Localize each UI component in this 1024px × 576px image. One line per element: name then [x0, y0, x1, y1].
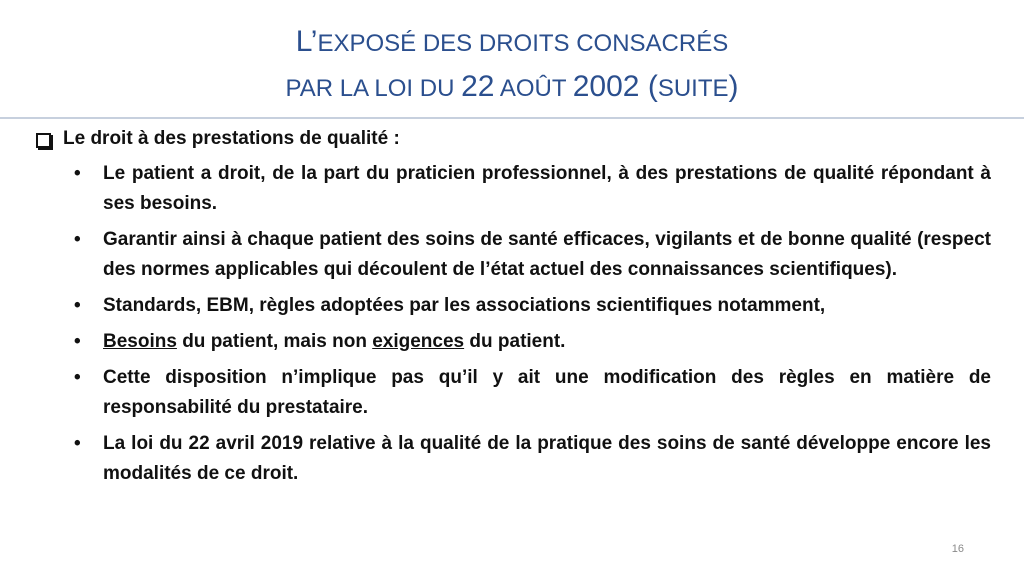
slide-title — [0, 22, 1024, 112]
section-heading — [36, 125, 991, 153]
bullet-text: du patient. — [464, 331, 566, 352]
list-item — [36, 225, 991, 285]
title-line-1 — [0, 22, 1024, 67]
title-fragment: 2002 — [572, 70, 640, 103]
title-fragment: ( — [639, 70, 658, 103]
list-item — [36, 159, 991, 219]
bullet-icon: • — [74, 331, 81, 352]
list-item — [36, 363, 991, 423]
bullet-text: Garantir ainsi à chaque patient des soins de santé efficaces, vigilants et de bonne qualité (respect des normes applicables qui découlent de l’état actuel des connaissances scientifiques). — [103, 229, 991, 280]
bullet-text: Cette disposition n’implique pas qu’il y ait une modification des règles en matière de responsabilité du prestataire. — [103, 367, 991, 418]
bullet-icon: • — [74, 433, 81, 454]
bullet-list — [36, 159, 991, 489]
bullet-text: La loi du 22 avril 2019 relative à la qualité de la pratique des soins de santé développe encore les modalités de ce droit. — [103, 433, 991, 484]
title-fragment: AOÛT — [494, 75, 573, 102]
title-fragment: ) — [728, 70, 739, 103]
title-fragment: L’ — [295, 25, 318, 58]
bullet-text: Standards, EBM, règles adoptées par les associations scientifiques notamment, — [103, 295, 826, 316]
page-number: 16 — [951, 543, 964, 555]
title-fragment: SUITE — [657, 75, 729, 102]
bullet-icon: • — [74, 367, 81, 388]
checkbox-icon — [36, 133, 51, 148]
slide-body — [36, 125, 991, 495]
bullet-icon: • — [74, 163, 81, 184]
underlined-term: Besoins — [103, 331, 177, 352]
title-line-2 — [0, 67, 1024, 112]
list-item — [36, 327, 991, 357]
title-fragment: 22 — [461, 70, 495, 103]
list-item — [36, 291, 991, 321]
bullet-icon: • — [74, 229, 81, 250]
title-fragment: PAR LA LOI DU — [285, 75, 462, 102]
list-item — [36, 429, 991, 489]
underlined-term: exigences — [372, 331, 465, 352]
bullet-icon: • — [74, 295, 81, 316]
bullet-text: Le patient a droit, de la part du praticien professionnel, à des prestations de qualité répondant à ses besoins. — [103, 163, 991, 214]
bullet-text: du patient, mais non — [176, 331, 373, 352]
section-heading-text: Le droit à des prestations de qualité : — [63, 128, 400, 149]
title-fragment: EXPOSÉ DES DROITS CONSACRÉS — [317, 30, 729, 57]
title-divider — [0, 117, 1024, 119]
